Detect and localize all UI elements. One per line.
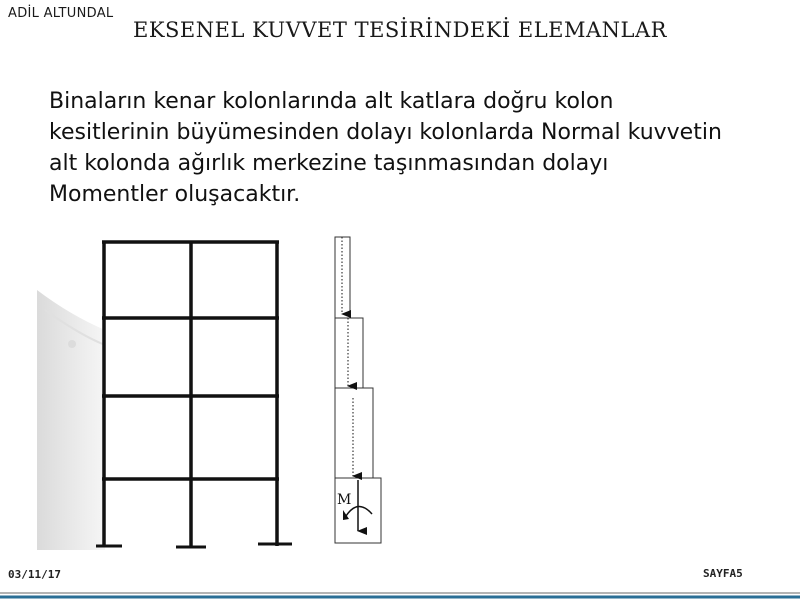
body-line: alt kolonda ağırlık merkezine taşınmasından dolayı [49,151,609,176]
footer-date: 03/11/17 [8,568,61,581]
body-line: Momentler oluşacaktır. [49,182,301,207]
page-number: SAYFA5 [703,567,743,580]
slide-title: EKSENEL KUVVET TESİRİNDEKİ ELEMANLAR [133,18,667,42]
building-frame [102,242,279,546]
author-name: ADİL ALTUNDAL [8,6,114,21]
body-line: kesitlerinin büyümesinden dolayı kolonlarda Normal kuvvetin [49,120,722,145]
body-line: Binaların kenar kolonlarında alt katlara doğru kolon [49,89,614,114]
frame-supports [96,544,292,547]
moment-label: M [337,492,352,508]
moment-arrowhead [343,510,349,520]
